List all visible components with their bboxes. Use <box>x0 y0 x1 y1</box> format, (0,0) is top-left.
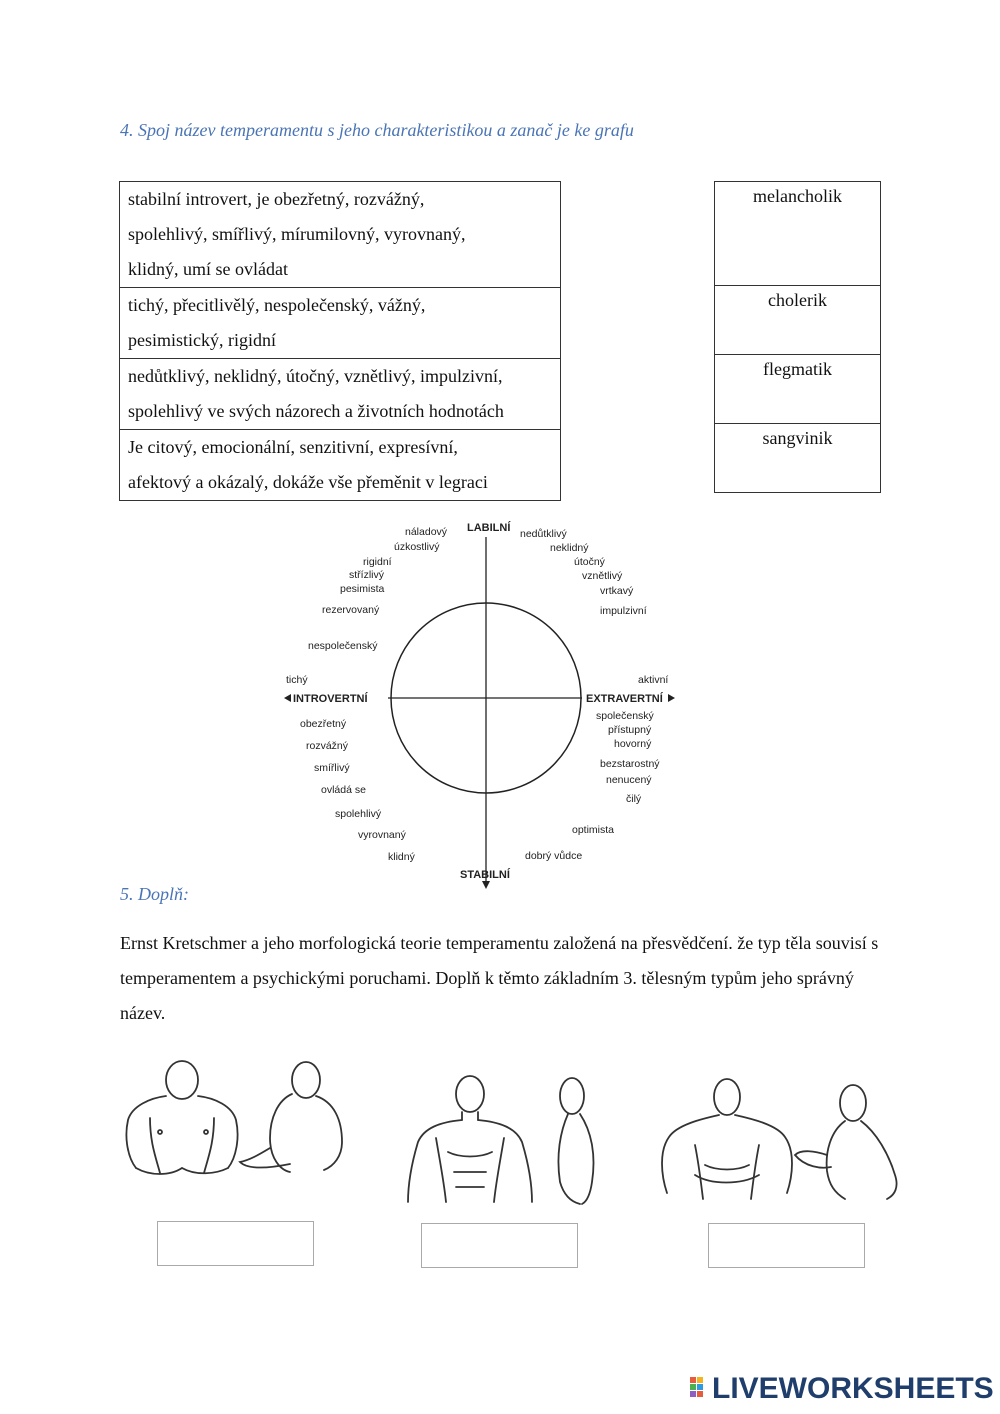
trait-label: klidný <box>388 851 415 863</box>
trait-label: náladový <box>405 526 448 538</box>
temperament-name[interactable]: sangvinik <box>715 424 881 493</box>
answer-box-2[interactable] <box>421 1223 578 1268</box>
axis-label-stable: STABILNÍ <box>460 869 510 881</box>
trait-label: spolehlivý <box>335 808 382 820</box>
liveworksheets-brand: LIVEWORKSHEETS <box>712 1372 994 1405</box>
trait-label: neklidný <box>550 542 589 554</box>
description-cell: Je citový, emocionální, senzitivní, expresívní, afektový a okázalý, dokáže vše přeměnit v legraci <box>120 430 561 501</box>
temperament-name[interactable]: cholerik <box>715 286 881 355</box>
trait-label: rigidní <box>363 556 392 568</box>
trait-label: impulzivní <box>600 605 647 617</box>
trait-label: ovládá se <box>321 784 366 796</box>
question-4-title: 4. Spoj název temperamentu s jeho charakteristikou a zanač je ke grafu <box>120 120 634 140</box>
trait-label: úzkostlivý <box>394 541 440 553</box>
leptosomic-body-figure <box>655 1075 910 1205</box>
axis-label-introvert: INTROVERTNÍ <box>293 693 368 705</box>
arrow-down-icon <box>482 881 490 889</box>
description-cell: nedůtklivý, neklidný, útočný, vznětlivý, impulzivní, spolehlivý ve svých názorech a životních hodnotách <box>120 359 561 430</box>
trait-label: vznětlivý <box>582 570 623 582</box>
trait-label: společenský <box>596 710 654 722</box>
axis-label-labile: LABILNÍ <box>467 522 511 534</box>
trait-label: nedůtklivý <box>520 528 567 540</box>
answer-box-3[interactable] <box>708 1223 865 1268</box>
trait-label: střízlivý <box>349 569 384 581</box>
question-5-title: 5. Doplň: <box>120 884 189 904</box>
axis-label-extravert: EXTRAVERTNÍ <box>586 693 663 705</box>
trait-label: smířlivý <box>314 762 350 774</box>
trait-label: nespolečenský <box>308 640 378 652</box>
trait-label: rozvážný <box>306 740 349 752</box>
description-cell: stabilní introvert, je obezřetný, rozvážný, spolehlivý, smířlivý, mírumilovný, vyrovnaný, klidný, umí se ovládat <box>120 182 561 288</box>
trait-label: pesimista <box>340 583 385 595</box>
trait-label: vrtkavý <box>600 585 634 597</box>
pyknic-body-figure <box>120 1058 365 1188</box>
trait-label: vyrovnaný <box>358 829 406 841</box>
description-table <box>119 181 561 501</box>
trait-label: hovorný <box>614 738 652 750</box>
trait-label: bezstarostný <box>600 758 660 770</box>
trait-label: dobrý vůdce <box>525 850 583 862</box>
question-5-text: Ernst Kretschmer a jeho morfologická teorie temperamentu založená na přesvědčení. že typ těla souvisí s temperamentem a psychickými poruchami. Doplň k těmto základním 3. tělesným typům jeho správný název. <box>120 933 879 1023</box>
trait-label: nenucený <box>606 774 652 786</box>
trait-label: aktivní <box>638 674 669 686</box>
trait-label: čilý <box>626 793 642 805</box>
athletic-body-figure <box>400 1072 620 1212</box>
trait-label: optimista <box>572 824 615 836</box>
temperament-name[interactable]: melancholik <box>715 182 881 286</box>
temperament-diagram <box>270 515 710 893</box>
description-cell: tichý, přecitlivělý, nespolečenský, vážný, pesimistický, rigidní <box>120 288 561 359</box>
arrow-right-icon <box>668 694 675 702</box>
temperament-names-table <box>714 181 881 493</box>
trait-label: přístupný <box>608 724 652 736</box>
arrow-left-icon <box>284 694 291 702</box>
trait-label: obezřetný <box>300 718 347 730</box>
temperament-name[interactable]: flegmatik <box>715 355 881 424</box>
trait-label: útočný <box>574 556 605 568</box>
trait-label: rezervovaný <box>322 604 380 616</box>
trait-label: tichý <box>286 674 308 686</box>
liveworksheets-logo-icon <box>690 1377 712 1403</box>
answer-box-1[interactable] <box>157 1221 314 1266</box>
